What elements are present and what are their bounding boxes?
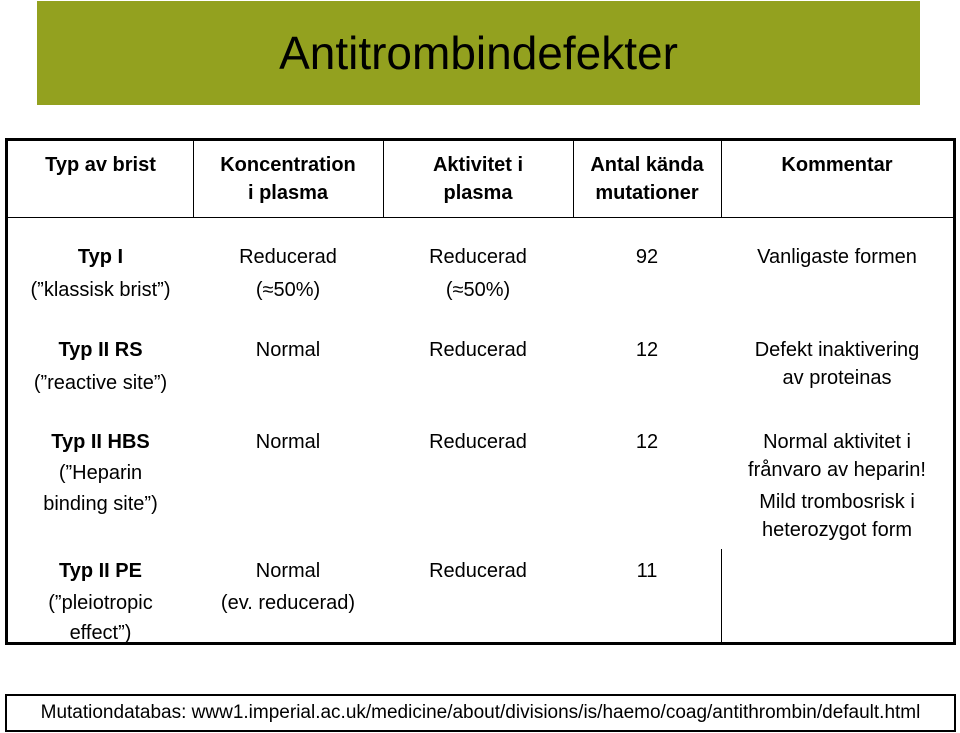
header-activity: Aktivitet i plasma	[432, 154, 524, 204]
row3-activity: Reducerad	[429, 431, 527, 453]
row4-concentration: Normal (ev. reducerad)	[220, 560, 356, 614]
row1-type: Typ I (”klassisk brist”)	[30, 246, 171, 301]
title-band	[37, 1, 920, 105]
header-concentration: Koncentration i plasma	[220, 154, 356, 204]
row1-activity: Reducerad (≈50%)	[429, 246, 527, 301]
row4-mutations: 11	[636, 560, 658, 582]
header-type: Typ av brist	[45, 154, 156, 176]
row3-comment: Normal aktivitet i frånvaro av heparin! Mild trombosrisk i heterozygot form	[748, 431, 926, 541]
row4-activity: Reducerad	[429, 560, 527, 582]
row2-activity: Reducerad	[429, 339, 527, 361]
mutation-database-link[interactable]: Mutationdatabas: www1.imperial.ac.uk/medicine/about/divisions/is/haemo/coag/antithrombin/default.html	[5, 694, 956, 732]
row3-concentration: Normal	[255, 431, 321, 453]
row1-concentration: Reducerad (≈50%)	[239, 246, 337, 301]
row2-comment: Defekt inaktivering av proteinas	[754, 339, 920, 389]
antithrombin-table	[5, 138, 956, 645]
header-comment: Kommentar	[781, 154, 893, 176]
page-title: Antitrombindefekter	[279, 27, 678, 79]
header-mutations: Antal kända mutationer	[590, 154, 704, 204]
row2-mutations: 12	[635, 339, 659, 361]
row4-type: Typ II PE (”pleiotropic effect”)	[48, 560, 153, 644]
row2-type: Typ II RS (”reactive site”)	[33, 339, 168, 394]
row1-comment: Vanligaste formen	[757, 246, 917, 268]
header-divider	[8, 217, 953, 218]
last-row-col-divider	[721, 549, 722, 642]
row3-type: Typ II HBS (”Heparin binding site”)	[43, 431, 158, 515]
row1-mutations: 92	[635, 246, 659, 268]
row3-mutations: 12	[635, 431, 659, 453]
row2-concentration: Normal	[255, 339, 321, 361]
